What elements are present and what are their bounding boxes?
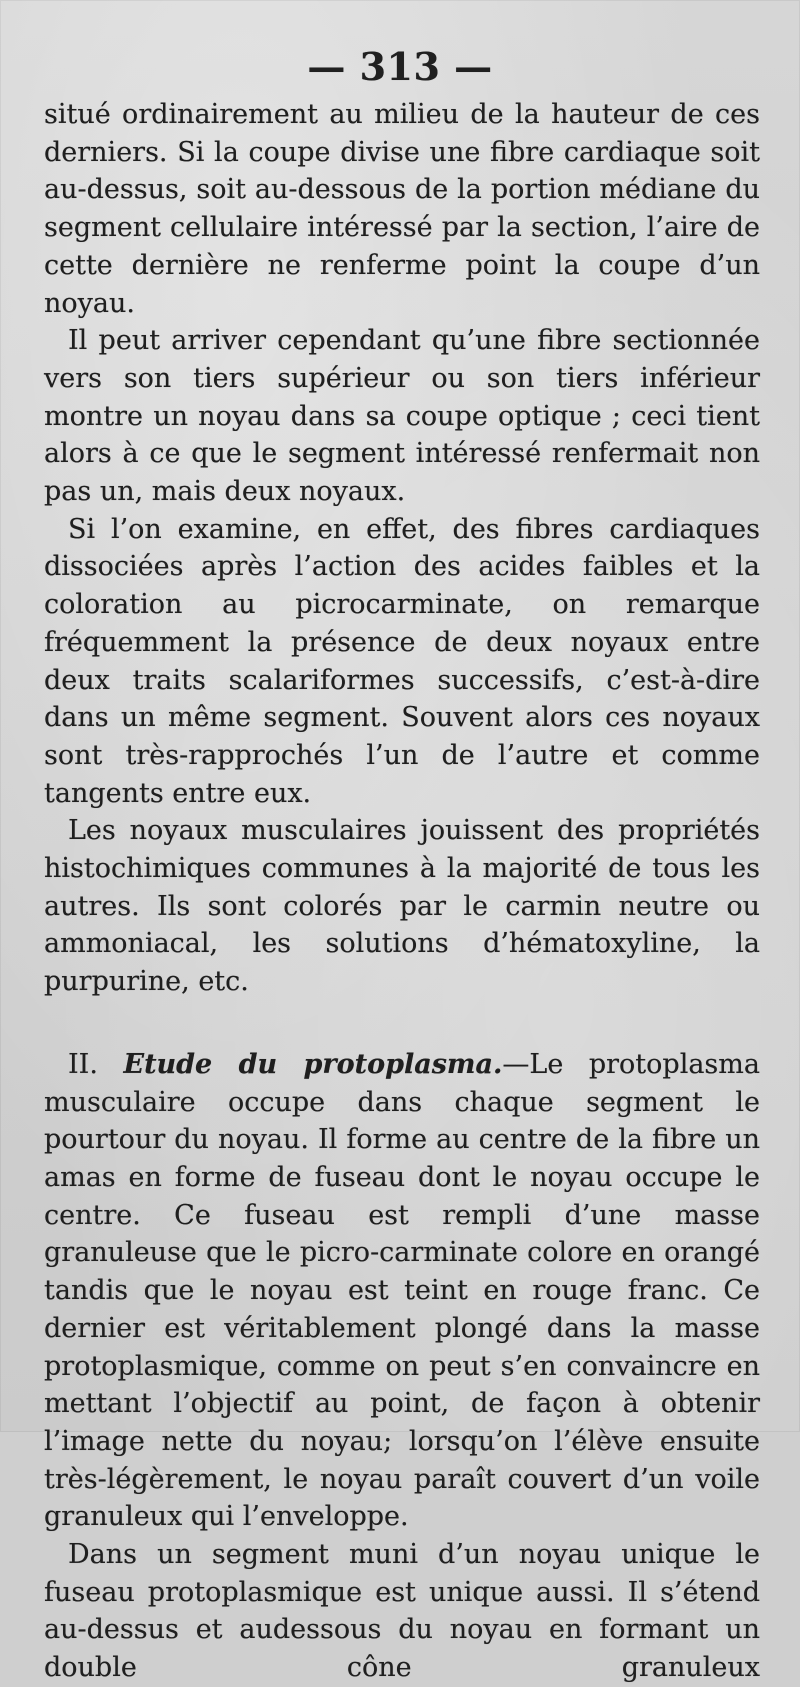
section-number: II. xyxy=(68,1048,124,1080)
section-text: —Le protoplasma musculaire occupe dans chaque segment le pourtour du noyau. Il forme au centre de la fibre un amas en forme de fuseau dont le noyau occupe le centre. Ce fuseau est rempli d’une masse granuleuse que le picro-carminate colore en orangé tandis que le noyau est teint en rouge franc. Ce dernier est véritablement plongé dans la masse protoplasmique, comme on peut s’en convaincre en mettant l’objectif au point, de façon à obtenir l’image nette du noyau; lorsqu’on l’élève ensuite très-légèrement, le noyau paraît couvert d’un voile granuleux qui l’enveloppe. xyxy=(44,1048,760,1533)
paragraph-5 xyxy=(44,1046,760,1536)
paragraph-6: Dans un segment muni d’un noyau unique le fuseau protoplasmique est unique aussi. Il s’étend au-dessus et audessous du noyau en formant un double cône granuleux xyxy=(44,1539,760,1684)
page-number: — 313 — xyxy=(307,44,493,89)
paragraph-3: Si l’on examine, en effet, des fibres cardiaques dissociées après l’action des acides faibles et la coloration au picrocarminate, on remarque fréquemment la présence de deux noyaux entre deux traits scalariformes successifs, c’est-à-dire dans un même segment. Souvent alors ces noyaux sont très-rapprochés l’un de l’autre et comme tangents entre eux. xyxy=(44,513,760,809)
section-heading: Etude du protoplasma. xyxy=(123,1048,503,1080)
paragraph-1: situé ordinairement au milieu de la hauteur de ces derniers. Si la coupe divise une fibre cardiaque soit au-dessus, soit au-dessous de la portion médiane du segment cellulaire intéressé par la section, l’aire de cette dernière ne renferme point la coupe d’un noyau. xyxy=(44,99,760,319)
paragraph-2: Il peut arriver cependant qu’une fibre sectionnée vers son tiers supérieur ou son tiers inférieur montre un noyau dans sa coupe optique ; ceci tient alors à ce que le segment intéressé renfermait non pas un, mais deux noyaux. xyxy=(44,325,760,508)
page-text xyxy=(44,96,760,1687)
paragraph-4: Les noyaux musculaires jouissent des propriétés histochimiques communes à la majorité de tous les autres. Ils sont colorés par le carmin neutre ou ammoniacal, les solutions d’hématoxyline, la purpurine, etc. xyxy=(44,815,760,998)
